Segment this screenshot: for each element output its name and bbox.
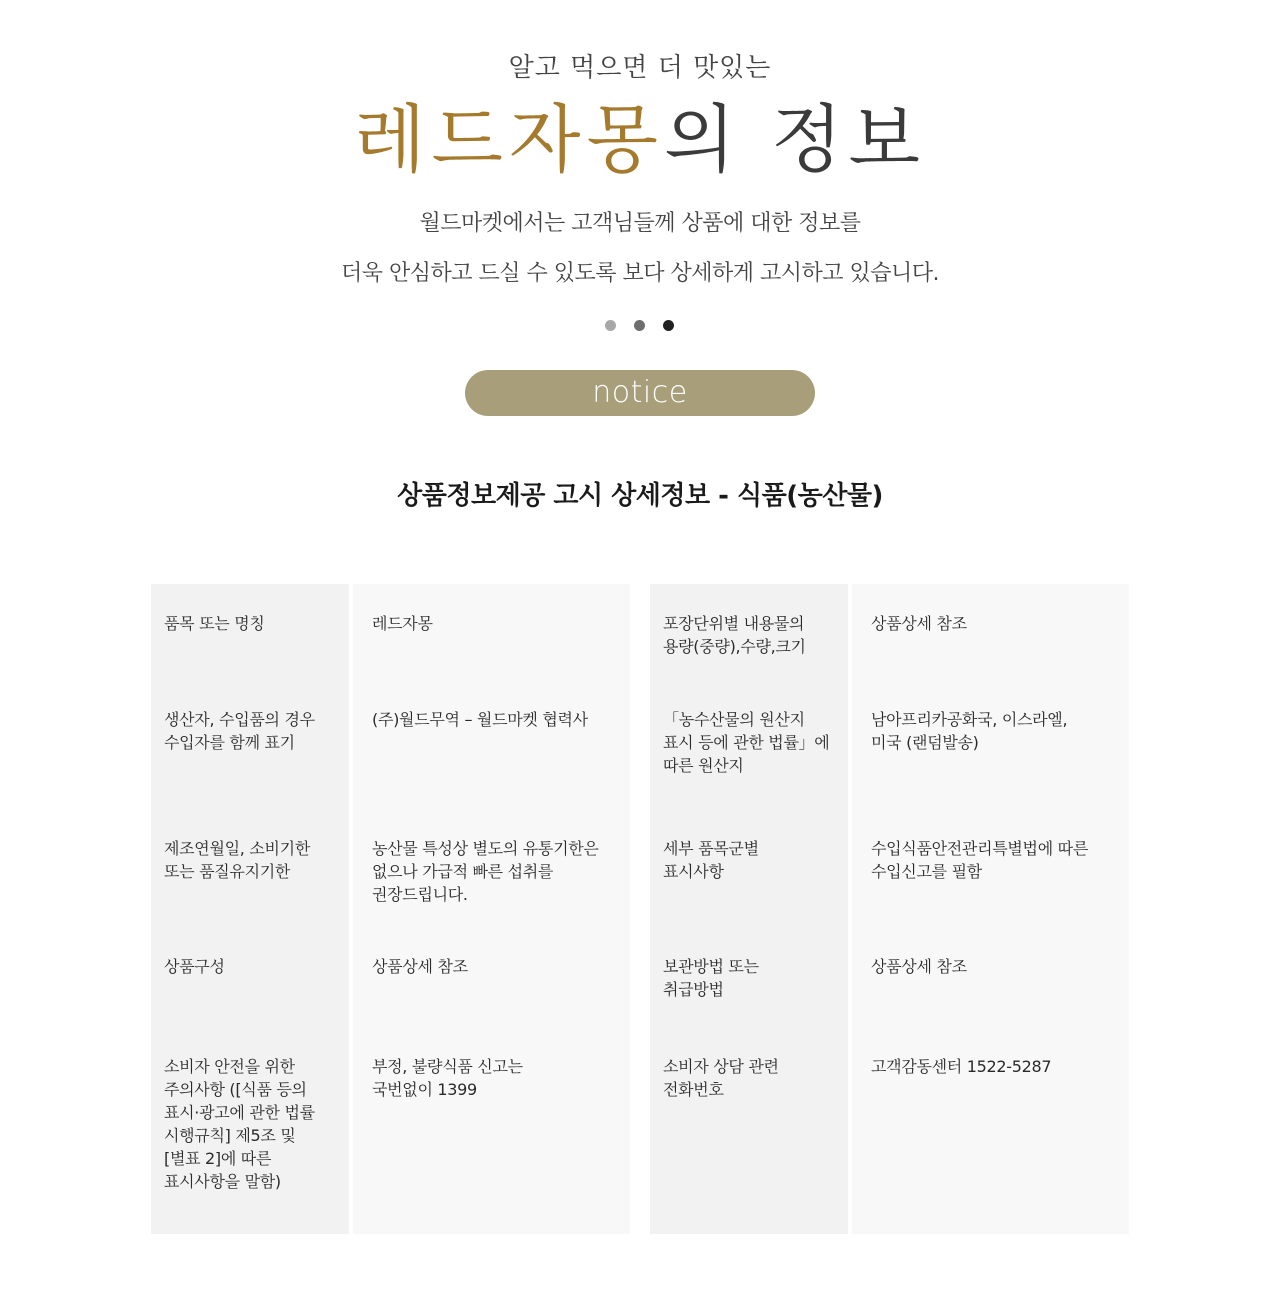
cell-line: 따른 원산지	[663, 756, 744, 775]
cell-line: 남아프리카공화국, 이스라엘,	[871, 710, 1068, 729]
value-column-2	[852, 584, 1129, 1234]
value-product-name	[372, 612, 624, 635]
label-column-1	[151, 584, 349, 1234]
dot-1[interactable]	[605, 320, 616, 331]
cell-line: 「농수산물의 원산지	[663, 710, 805, 729]
dot-2[interactable]	[634, 320, 645, 331]
label-contact-phone	[663, 1055, 843, 1101]
subtitle: 알고 먹으면 더 맛있는	[508, 53, 772, 83]
carousel-dots	[605, 320, 675, 332]
cell-line: 상품상세 참조	[871, 614, 967, 633]
cell-line: 표시 등에 관한 법률」에	[663, 733, 830, 752]
cell-line: 상품구성	[164, 957, 225, 976]
value-expiry	[372, 837, 624, 906]
label-producer	[164, 708, 344, 754]
cell-line: 제조연월일, 소비기한	[164, 839, 310, 858]
value-safety-notes	[372, 1055, 624, 1101]
label-product-name	[164, 612, 344, 635]
cell-line: 부정, 불량식품 신고는	[372, 1057, 523, 1076]
label-composition	[164, 955, 344, 978]
title-rest: 의 정보	[663, 97, 926, 183]
cell-line: 미국 (랜덤발송)	[871, 733, 979, 752]
cell-line: 상품상세 참조	[871, 957, 967, 976]
cell-line: 용량(중량),수량,크기	[663, 637, 806, 656]
description-line-1: 월드마켓에서는 고객님들께 상품에 대한 정보를	[419, 211, 861, 236]
cell-line: 권장드립니다.	[372, 885, 468, 904]
cell-line: 보관방법 또는	[663, 957, 759, 976]
cell-line: 고객감동센터 1522-5287	[871, 1057, 1052, 1076]
cell-line: 농산물 특성상 별도의 유통기한은	[372, 839, 599, 858]
value-storage	[871, 955, 1123, 978]
cell-line: 레드자몽	[372, 614, 433, 633]
value-package-size	[871, 612, 1123, 635]
cell-line: 표시사항을 말함)	[164, 1172, 281, 1191]
value-origin	[871, 708, 1123, 754]
cell-line: 시행규칙] 제5조 및	[164, 1126, 296, 1145]
title-brand: 레드자몽	[354, 97, 664, 183]
cell-line: 또는 품질유지기한	[164, 862, 291, 881]
value-producer	[372, 708, 624, 731]
value-contact-phone	[871, 1055, 1123, 1078]
cell-line: 소비자 안전을 위한	[164, 1057, 295, 1076]
cell-line: 표시·광고에 관한 법률	[164, 1103, 315, 1122]
cell-line: 전화번호	[663, 1080, 724, 1099]
cell-line: 포장단위별 내용물의	[663, 614, 805, 633]
label-item-details	[663, 837, 843, 883]
cell-line: 수입자를 함께 표기	[164, 733, 295, 752]
label-safety-notes	[164, 1055, 344, 1193]
label-package-size	[663, 612, 843, 658]
description-line-2: 더욱 안심하고 드실 수 있도록 보다 상세하게 고시하고 있습니다.	[341, 261, 939, 286]
label-storage	[663, 955, 843, 1001]
cell-line: 없으나 가급적 빠른 섭취를	[372, 862, 554, 881]
notice-badge: notice	[465, 370, 815, 416]
cell-line: 품목 또는 명칭	[164, 614, 265, 633]
cell-line: 세부 품목군별	[663, 839, 759, 858]
cell-line: 수입신고를 필함	[871, 862, 982, 881]
cell-line: (주)월드무역 – 월드마켓 협력사	[372, 710, 588, 729]
value-column-1	[353, 584, 630, 1234]
label-expiry	[164, 837, 344, 883]
section-title: 상품정보제공 고시 상세정보 - 식품(농산물)	[397, 481, 883, 511]
value-item-details	[871, 837, 1123, 883]
cell-line: [별표 2]에 따른	[164, 1149, 272, 1168]
cell-line: 생산자, 수입품의 경우	[164, 710, 315, 729]
cell-line: 상품상세 참조	[372, 957, 468, 976]
cell-line: 국번없이 1399	[372, 1080, 477, 1099]
page-title	[0, 92, 1280, 188]
cell-line: 수입식품안전관리특별법에 따른	[871, 839, 1088, 858]
cell-line: 취급방법	[663, 980, 724, 999]
dot-3[interactable]	[663, 320, 674, 331]
cell-line: 주의사항 ([식품 등의	[164, 1080, 307, 1099]
value-composition	[372, 955, 624, 978]
cell-line: 소비자 상담 관련	[663, 1057, 779, 1076]
label-column-2	[650, 584, 848, 1234]
cell-line: 표시사항	[663, 862, 724, 881]
label-origin	[663, 708, 843, 777]
